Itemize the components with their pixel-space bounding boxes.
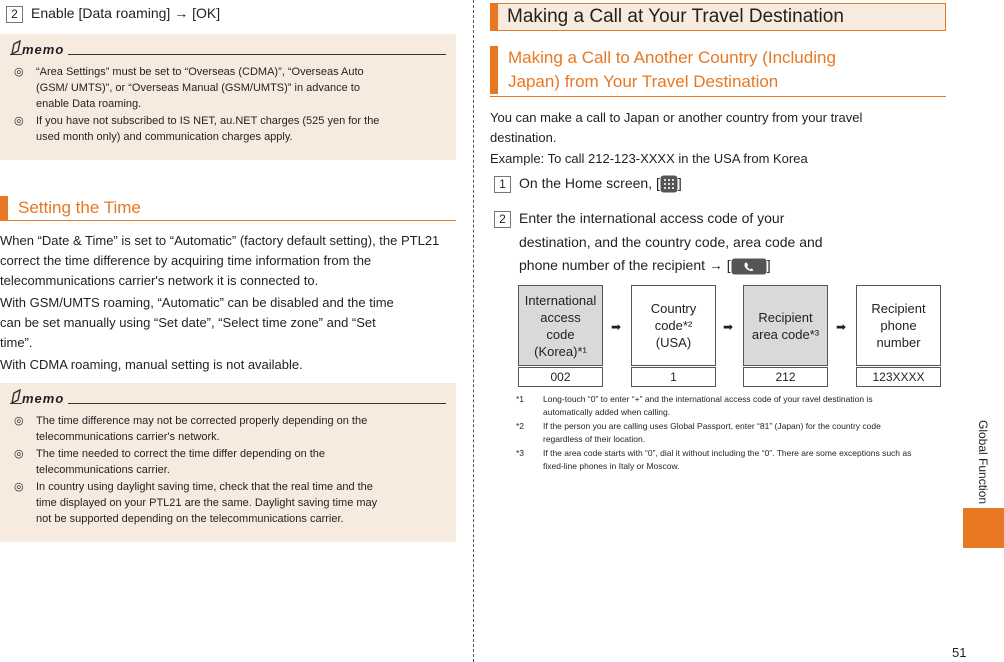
memo-list	[10, 64, 446, 145]
step-number: 2	[6, 6, 23, 23]
step-2-data-roaming	[6, 2, 220, 24]
diagram-value: 002	[518, 367, 603, 387]
time-paragraph-3: With CDMA roaming, manual setting is not available.	[0, 357, 303, 372]
memo-item: ◎ In country using daylight saving time, check that the real time and the time displayed on your PTL21 are the same. Daylight saving time may not be supported depending on the telecommunications carrier.	[14, 481, 378, 525]
footnote: *3 If the area code starts with “0”, dial it without including the “0”. There are some exceptions such as fixed-line phones in Italy or Moscow.	[516, 448, 912, 471]
section-bar	[0, 196, 8, 220]
diagram-value: 123XXXX	[856, 367, 941, 387]
diagram-box-intl-access-code: International access code (Korea)*¹	[518, 285, 603, 366]
memo-box-time	[0, 383, 456, 542]
memo-label: memo	[22, 42, 68, 57]
column-divider	[473, 0, 474, 662]
memo-rule	[10, 54, 446, 55]
memo-item: ◎ If you have not subscribed to IS NET, au.NET charges (525 yen for the used month only) and communication charges apply.	[14, 115, 380, 143]
diagram-box-phone-number: Recipient phone number	[856, 285, 941, 366]
memo-header	[10, 42, 446, 60]
step-text: Enable [Data roaming] → [OK]	[31, 5, 221, 21]
diagram-value: 212	[743, 367, 828, 387]
intro-paragraph: You can make a call to Japan or another country from your travel destination.	[490, 110, 863, 145]
side-chapter-label: Global Function	[976, 420, 990, 505]
chapter-tab	[963, 508, 1004, 548]
time-paragraph-2: With GSM/UMTS roaming, “Automatic” can be disabled and the time can be set manually using “Set date”, “Select time zone” and “Set time”.	[0, 295, 394, 350]
section-title-setting-time: Setting the Time	[0, 196, 141, 220]
diagram-value: 1	[631, 367, 716, 387]
memo-label: memo	[22, 391, 68, 406]
step-number: 1	[494, 176, 511, 193]
sub-section-title: Making a Call to Another Country (Including Japan) from Your Travel Destination	[490, 46, 836, 94]
page-number: 51	[952, 645, 967, 660]
memo-item: ◎ “Area Settings” must be set to “Overseas (CDMA)”, “Overseas Auto (GSM/ UMTS)”, or “Overseas Manual (GSM/UMTS)” in advance to enable Data roaming.	[14, 66, 364, 110]
footnote: *2 If the person you are calling uses Global Passport, enter “81” (Japan) for the country code regardless of their location.	[516, 421, 881, 444]
apps-grid-icon	[660, 175, 678, 193]
time-paragraph-1: When “Date & Time” is set to “Automatic” (factory default setting), the PTL21 correct the time difference by acquiring time information from the telecommunications carrier's network it is connected to.	[0, 233, 440, 288]
memo-rule	[10, 403, 446, 404]
diagram-box-area-code: Recipient area code*³	[743, 285, 828, 366]
diagram-box-country-code: Country code*² (USA)	[631, 285, 716, 366]
example-text: Example: To call 212-123-XXXX in the USA from Korea	[490, 151, 808, 166]
step-2-line-3: phone number of the recipient → [ ]	[519, 257, 771, 273]
section-underline	[0, 220, 456, 221]
step-2-enter-number: 2 Enter the international access code of your	[494, 207, 784, 229]
memo-list	[10, 413, 446, 527]
memo-box-roaming	[0, 34, 456, 160]
memo-item: ◎ The time difference may not be corrected properly depending on the telecommunications carrier's network.	[14, 415, 368, 443]
section-bar	[490, 46, 498, 94]
footnote: *1 Long-touch “0” to enter “+” and the international access code of your ravel destination is automatically added when calling.	[516, 394, 873, 417]
step-number: 2	[494, 211, 511, 228]
arrow-icon: ➡	[611, 320, 622, 334]
main-section-title: Making a Call at Your Travel Destination	[490, 3, 946, 31]
pencil-icon	[10, 40, 22, 56]
memo-header	[10, 391, 446, 409]
footnotes	[516, 393, 921, 474]
arrow-icon: ➡	[836, 320, 847, 334]
section-bar	[491, 4, 498, 30]
step-2-line-2: destination, and the country code, area code and	[519, 234, 823, 250]
call-button-icon	[731, 258, 767, 275]
step-1-home-screen: 1 On the Home screen, [ ]	[494, 172, 682, 194]
arrow-icon: ➡	[723, 320, 734, 334]
pencil-icon	[10, 389, 22, 405]
memo-item: ◎ The time needed to correct the time differ depending on the telecommunications carrier.	[14, 448, 326, 476]
section-underline	[490, 96, 946, 97]
